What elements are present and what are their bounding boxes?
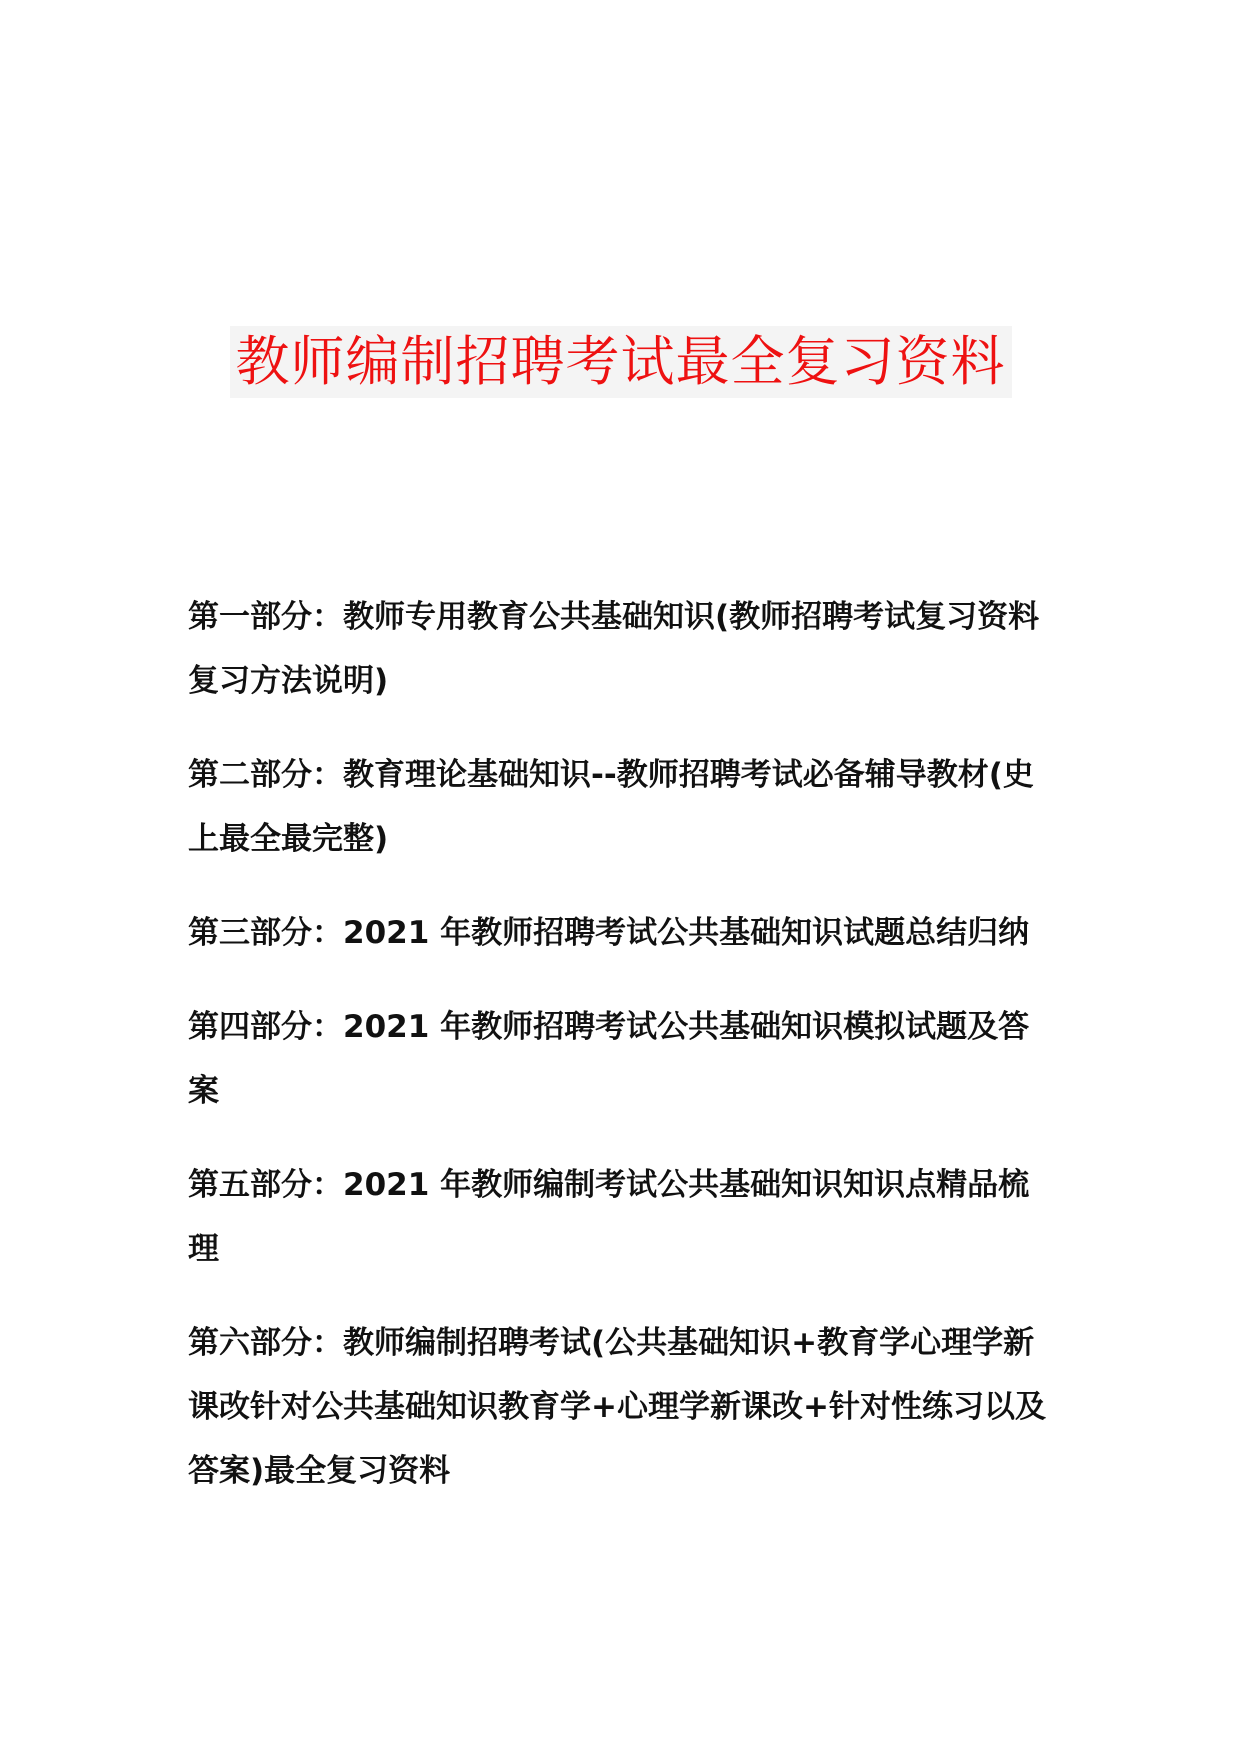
toc-item-part-4: 第四部分：2021 年教师招聘考试公共基础知识模拟试题及答案	[188, 1009, 1030, 1109]
toc-item-part-2: 第二部分：教育理论基础知识--教师招聘考试必备辅导教材(史上最全最完整)	[188, 757, 1034, 857]
toc-item-part-1: 第一部分：教师专用教育公共基础知识(教师招聘考试复习资料复习方法说明)	[188, 599, 1040, 699]
title-container	[0, 326, 1241, 398]
document-title: 教师编制招聘考试最全复习资料	[230, 326, 1012, 398]
toc-item-part-6: 第六部分：教师编制招聘考试(公共基础知识+教育学心理学新课改针对公共基础知识教育学+心理学新课改+针对性练习以及答案)最全复习资料	[188, 1325, 1046, 1489]
toc-item-part-5: 第五部分：2021 年教师编制考试公共基础知识知识点精品梳理	[188, 1167, 1030, 1267]
table-of-contents	[188, 585, 1058, 1533]
toc-item-part-3: 第三部分：2021 年教师招聘考试公共基础知识试题总结归纳	[188, 915, 1030, 951]
